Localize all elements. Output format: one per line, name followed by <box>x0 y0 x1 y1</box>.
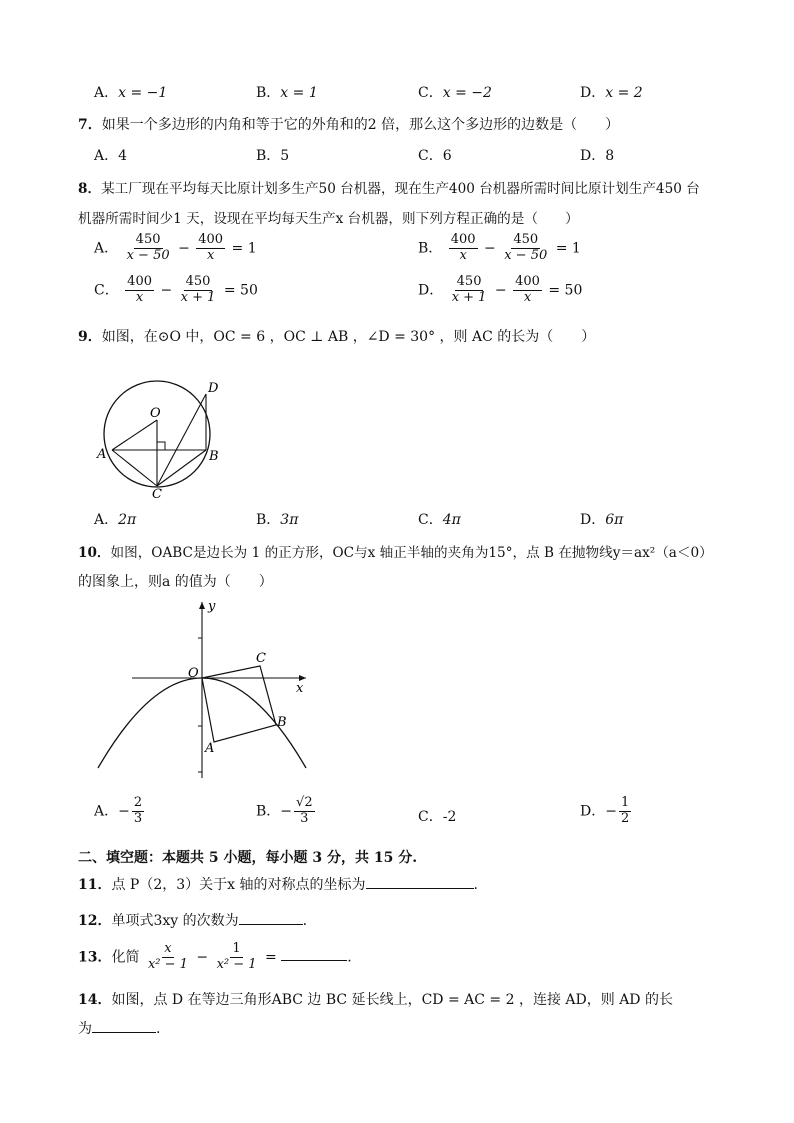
q9-option-b: B．3π <box>256 512 299 528</box>
right-angle-mark <box>157 442 165 450</box>
section-2-title: 二、填空题：本题共 5 小题，每小题 3 分，共 15 分. <box>78 850 418 866</box>
q6-options <box>0 82 794 104</box>
q8-option-c: C． $\frac{400}{x}$ − $\frac{450}{x + 1}$ = 50 <box>94 274 258 305</box>
q6-option-b: B．x = 1 <box>256 85 318 101</box>
q8-option-d: D． $\frac{450}{x + 1}$ − $\frac{400}{x}$ = 50 <box>418 274 583 305</box>
label-o: O <box>188 666 199 681</box>
segment-oa <box>112 420 157 450</box>
question-14-line1: 14．如图，点 D 在等边三角形ABC 边 BC 延长线上，CD = AC = 2 ，连接 AD，则 AD 的长 <box>78 992 673 1008</box>
answer-blank-13[interactable] <box>281 946 347 961</box>
label-a: A <box>97 447 107 462</box>
q9-option-a: A．2π <box>94 512 137 528</box>
question-12: 12．单项式3xy 的次数为 . <box>78 910 307 930</box>
q8-option-a: A． $\frac{450}{x - 50}$ − $\frac{400}{x}$ = 1 <box>94 232 257 263</box>
question-10-line1: 10．如图，OABC是边长为 1 的正方形，OC与x 轴正半轴的夹角为15°，点 B 在抛物线y＝ax²（a＜0） <box>78 545 713 561</box>
q6-option-d: D．x = 2 <box>580 85 643 101</box>
question-8-line1: 8．某工厂现在平均每天比原计划多生产50 台机器，现在生产400 台机器所需时间比原计划生产450 台 <box>78 181 700 197</box>
square-oabc <box>202 666 276 742</box>
label-c: C <box>152 487 162 500</box>
label-b: B <box>209 449 219 464</box>
label-b: B <box>277 715 287 730</box>
label-x: x <box>296 681 304 696</box>
q10-parabola-figure <box>92 596 314 788</box>
question-10-line2: 的图象上，则a 的值为（ ） <box>78 574 273 590</box>
segment-cd <box>157 394 206 486</box>
label-y: y <box>208 599 216 614</box>
y-axis-arrow <box>199 602 205 609</box>
question-7: 7．如果一个多边形的内角和等于它的外角和的2 倍，那么这个多边形的边数是（ ） <box>78 117 620 133</box>
q7-option-a: A．4 <box>94 148 128 164</box>
question-14-line2: 为 . <box>78 1018 160 1038</box>
q7-options <box>0 145 794 167</box>
q10-option-c: C．-2 <box>418 809 457 825</box>
question-11: 11．点 P（2，3）关于x 轴的对称点的坐标为 . <box>78 874 478 894</box>
question-13: 13．化简 $\frac{x}{\text{x² − 1}}$ − $\frac{1}{\text{x² − 1}}$ = . <box>78 941 352 972</box>
q10-option-a: A．− $\frac{2}{3}$ <box>94 795 143 826</box>
label-d: D <box>208 381 219 396</box>
label-o: O <box>150 406 161 421</box>
q7-option-d: D．8 <box>580 148 615 164</box>
q10-option-b: B．− $\frac{√2}{3}$ <box>256 795 313 826</box>
question-8-line2: 机器所需时间少1 天，设现在平均每天生产x 台机器，则下列方程正确的是（ ） <box>78 211 579 227</box>
q8-option-b: B． $\frac{400}{x}$ − $\frac{450}{x - 50}$ = 1 <box>418 232 581 263</box>
q9-option-c: C．4π <box>418 512 461 528</box>
q9-circle-figure <box>92 376 232 500</box>
q10-option-d: D．− $\frac{1}{2}$ <box>580 795 630 826</box>
segment-ac <box>112 450 157 486</box>
q9-options <box>0 509 794 531</box>
q7-option-b: B．5 <box>256 148 290 164</box>
question-9: 9．如图，在⊙O 中，OC = 6 ，OC ⊥ AB ，∠D = 30° ，则 AC 的长为（ ） <box>78 329 596 345</box>
q7-option-c: C．6 <box>418 148 452 164</box>
answer-blank-14[interactable] <box>92 1018 156 1033</box>
label-a: A <box>205 741 215 756</box>
label-c: C <box>256 651 266 666</box>
answer-blank-11[interactable] <box>366 874 474 889</box>
q6-option-a: A．x = −1 <box>94 85 168 101</box>
answer-blank-12[interactable] <box>239 910 303 925</box>
q6-option-c: C．x = −2 <box>418 85 492 101</box>
q9-option-d: D．6π <box>580 512 624 528</box>
